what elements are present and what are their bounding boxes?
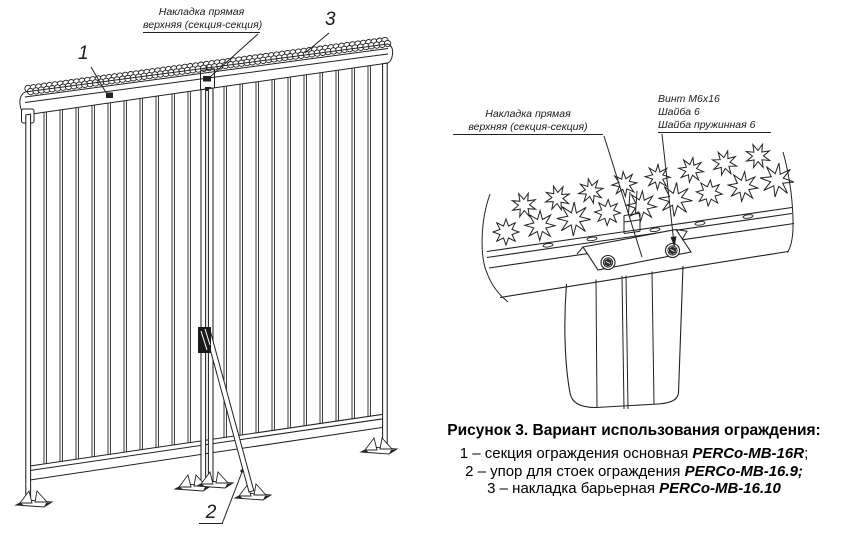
part-number: PERCo-MB-16R bbox=[692, 445, 805, 462]
label-top-overlay bbox=[143, 6, 263, 33]
label-line-underlined: верхняя (секция-секция) bbox=[143, 19, 263, 31]
figure-caption bbox=[428, 422, 840, 498]
callout-2: 2 bbox=[199, 503, 223, 524]
callout-3: 3 bbox=[325, 9, 336, 30]
label-line-underlined: Шайба пружинная 6 bbox=[658, 119, 771, 133]
callout-1: 1 bbox=[78, 43, 89, 64]
caption-item-3 bbox=[428, 480, 840, 498]
caption-item-1 bbox=[428, 445, 840, 463]
part-number: PERCo-MB-16.10 bbox=[659, 480, 781, 498]
item-text: 1 – секция ограждения основная bbox=[459, 445, 693, 462]
item-text: 3 – накладка барьерная bbox=[487, 480, 660, 498]
caption-items bbox=[428, 445, 840, 498]
label-line: Накладка прямая bbox=[485, 108, 571, 120]
label-line-underlined: верхняя (секция-секция) bbox=[453, 121, 603, 135]
label-overlay-detail bbox=[453, 108, 603, 135]
part-number: PERCo-MB-16.9; bbox=[684, 462, 803, 480]
label-fasteners bbox=[658, 93, 771, 133]
label-line: Накладка прямая bbox=[158, 6, 245, 18]
caption-item-2 bbox=[428, 463, 840, 481]
label-line: Винт М6х16 bbox=[658, 93, 720, 105]
item-text: ; bbox=[804, 445, 809, 462]
item-text: 2 – упор для стоек ограждения bbox=[465, 462, 685, 480]
caption-title: Рисунок 3. Вариант использования ограждения: bbox=[447, 422, 821, 439]
detail-drawing bbox=[440, 85, 840, 430]
label-line: Шайба 6 bbox=[658, 106, 700, 118]
